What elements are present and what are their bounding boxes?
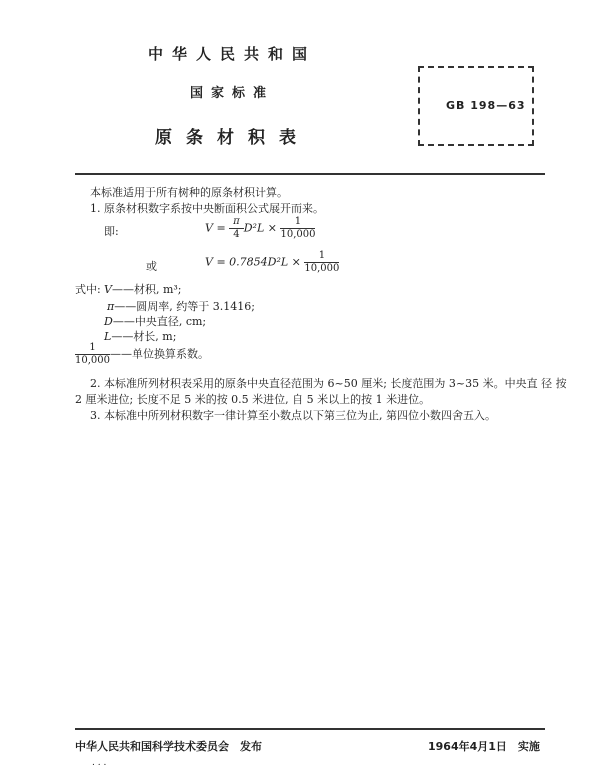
- document-title: 原条材积表: [155, 128, 310, 148]
- formula-1-label: 即:: [104, 225, 119, 238]
- definition-d: D——中央直径, cm;: [104, 315, 207, 328]
- formula-2-label: 或: [146, 260, 157, 273]
- where-label: 式中:: [75, 283, 101, 296]
- bottom-rule: [75, 728, 545, 730]
- definition-v: V——材积, m³;: [104, 283, 182, 296]
- item-2-line-2: 2 厘米进位; 长度不足 5 米的按 0.5 米进位, 自 5 米以上的按 1 米进位。: [75, 393, 431, 406]
- formula-2: [205, 250, 339, 275]
- formula-1-conversion-fraction: $\frac{1}{10,000}$: [280, 216, 316, 240]
- formula-1-mid: D²L ×: [243, 221, 281, 235]
- formula-1-lhs: V =: [205, 221, 230, 235]
- issuer: 中华人民共和国科学技术委员会 发布: [75, 740, 262, 753]
- implementation-date: 1964年4月1日 实施: [428, 740, 540, 753]
- unit-conversion-definition: $\frac{1}{10,000}$ ——单位换算系数。: [75, 342, 209, 366]
- top-rule: [75, 173, 545, 175]
- item-1: 1. 原条材积数字系按中央断面积公式展开而来。: [90, 202, 324, 215]
- standard-code: GB 198—63: [446, 99, 526, 112]
- formula-1: [205, 216, 315, 241]
- definition-l: L——材长, m;: [104, 330, 177, 343]
- standard-code-box: [418, 66, 534, 146]
- formula-2-conversion-fraction: $\frac{1}{10,000}$: [304, 250, 340, 274]
- formula-2-lhs: V = 0.7854D²L ×: [205, 255, 305, 269]
- unit-conversion-fraction: $\frac{1}{10,000}$: [75, 342, 110, 366]
- standard-type-heading: 国家标准: [190, 86, 275, 101]
- page-mark: . . .: [92, 758, 107, 768]
- definition-pi: π——圆周率, 约等于 3.1416;: [107, 300, 255, 313]
- country-heading: 中华人民共和国: [148, 45, 317, 63]
- item-3: 3. 本标准中所列材积数字一律计算至小数点以下第三位为止, 第四位小数四舍五入。: [90, 409, 496, 422]
- intro-paragraph: 本标准适用于所有树种的原条材积计算。: [90, 186, 288, 199]
- formula-1-pi-fraction: $\frac{\pi}{4}$: [229, 216, 244, 241]
- item-2-line-1: 2. 本标准所列材积表采用的原条中央直径范围为 6~50 厘米; 长度范围为 3~35 米。中央直 径 按: [90, 377, 567, 390]
